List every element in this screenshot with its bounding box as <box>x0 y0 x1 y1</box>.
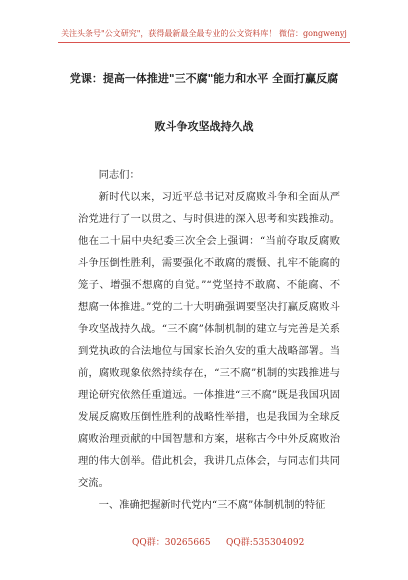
header-note: 关注头条号"公文研究"，获得最新最全最专业的公文资料库！ 微信：gongwenyj <box>61 29 347 38</box>
footer-qq-group-2: QQ群:535304092 <box>226 538 305 548</box>
document-body <box>78 164 340 516</box>
paragraph-1: 新时代以来，习近平总书记对反腐败斗争和全面从严治党进行了一以贯之、与时俱进的深入思考和实践推动。他在二十届中央纪委三次全会上强调：“当前夺取反腐败斗争压倒性胜利，需要强化不敢腐的震慑、扎牢不能腐的笼子、增强不想腐的自觉。”“党坚持不敢腐、不能腐、不想腐一体推进。”党的二十大明确强调要坚决打赢反腐败斗争攻坚战持久战。“三不腐”体制机制的建立与完善是关系到党执政的合法地位与国家长治久安的重大战略部署。当前，腐败现象依然持续存在，“三不腐”机制的实践推进与理论研究依然任重道远。一体推进“三不腐”既是我国巩固发展反腐败压倒性胜利的战略性举措，也是我国为全球反腐败治理贡献的中国智慧和方案，堪称古今中外反腐败治理的伟大创举。借此机会，我讲几点体会，与同志们共同交流。 <box>78 191 340 489</box>
document-title-line-2: 败斗争攻坚战持久战 <box>154 120 254 133</box>
footer-qq-group-1: QQ群：30265665 <box>132 538 211 548</box>
document-title-line-1: 党课：提高一体推进"三不腐"能力和水平 全面打赢反腐 <box>69 72 339 85</box>
header-divider <box>58 42 350 43</box>
section-heading-1: 一、准确把握新时代党内“三不腐”体制机制的特征 <box>98 499 326 511</box>
salutation: 同志们： <box>98 169 140 181</box>
